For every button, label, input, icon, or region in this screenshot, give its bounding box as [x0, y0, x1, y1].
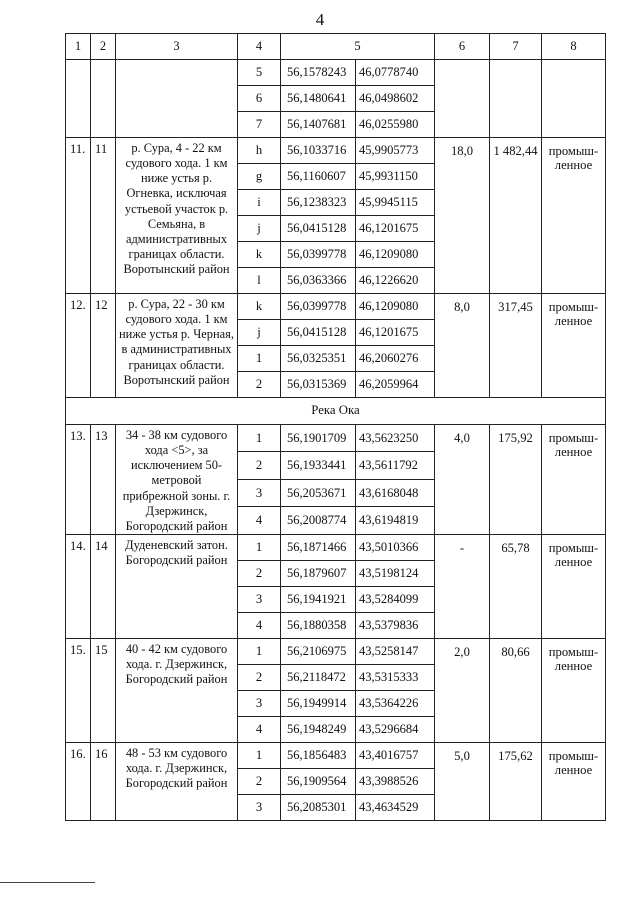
area-description: 40 - 42 км судового хода. г. Дзержинск, Богородский район: [116, 638, 238, 742]
latitude-cell: 56,2008774: [281, 507, 356, 534]
point-label: 4: [238, 716, 281, 742]
point-label: 1: [238, 346, 281, 372]
section-title: Река Ока: [66, 398, 606, 425]
row-number-cell: 11.: [66, 138, 91, 294]
row-index-cell: 15: [91, 638, 116, 742]
col6-cell: [435, 60, 490, 138]
point-label: k: [238, 242, 281, 268]
latitude-cell: 56,2085301: [281, 794, 356, 820]
section-row: [66, 398, 606, 425]
point-label: 3: [238, 690, 281, 716]
row-number-cell: [66, 60, 91, 138]
point-label: 3: [238, 586, 281, 612]
row-index-cell: 13: [91, 425, 116, 535]
latitude-cell: 56,1407681: [281, 112, 356, 138]
row-index-cell: 11: [91, 138, 116, 294]
row-number-cell: 12.: [66, 294, 91, 398]
point-label: j: [238, 216, 281, 242]
row-number-cell: 13.: [66, 425, 91, 535]
latitude-cell: 56,2106975: [281, 638, 356, 664]
latitude-cell: 56,1941921: [281, 586, 356, 612]
latitude-cell: 56,2053671: [281, 479, 356, 506]
latitude-cell: 56,1578243: [281, 60, 356, 86]
point-label: k: [238, 294, 281, 320]
row-number-cell: 15.: [66, 638, 91, 742]
header-row: [66, 34, 606, 60]
col6-cell: 4,0: [435, 425, 490, 535]
point-label: i: [238, 190, 281, 216]
longitude-cell: 43,5623250: [356, 425, 435, 452]
point-label: h: [238, 138, 281, 164]
area-cell: 65,78: [490, 534, 542, 638]
header-col-5: 5: [281, 34, 435, 60]
latitude-cell: 56,0415128: [281, 320, 356, 346]
page-number: 4: [315, 10, 325, 29]
longitude-cell: 46,1226620: [356, 268, 435, 294]
row-index-cell: 12: [91, 294, 116, 398]
latitude-cell: 56,1880358: [281, 612, 356, 638]
latitude-cell: 56,1160607: [281, 164, 356, 190]
type-cell: промыш-ленное: [542, 534, 606, 638]
point-label: 2: [238, 452, 281, 479]
area-cell: 1 482,44: [490, 138, 542, 294]
area-description: [116, 60, 238, 138]
latitude-cell: 56,1948249: [281, 716, 356, 742]
area-description: 34 - 38 км судового хода <5>, за исключением 50-метровой прибрежной зоны. г. Дзержинск, Богородский район: [116, 425, 238, 535]
longitude-cell: 43,5284099: [356, 586, 435, 612]
longitude-cell: 46,0255980: [356, 112, 435, 138]
point-label: 2: [238, 664, 281, 690]
latitude-cell: 56,1933441: [281, 452, 356, 479]
col6-cell: 8,0: [435, 294, 490, 398]
area-cell: [490, 60, 542, 138]
type-cell: промыш-ленное: [542, 294, 606, 398]
longitude-cell: 43,5379836: [356, 612, 435, 638]
latitude-cell: 56,1909564: [281, 768, 356, 794]
header-col-4: 4: [238, 34, 281, 60]
area-cell: 175,92: [490, 425, 542, 535]
longitude-cell: 43,6194819: [356, 507, 435, 534]
latitude-cell: 56,2118472: [281, 664, 356, 690]
latitude-cell: 56,1856483: [281, 742, 356, 768]
table-row: [66, 425, 606, 452]
latitude-cell: 56,1871466: [281, 534, 356, 560]
longitude-cell: 45,9931150: [356, 164, 435, 190]
longitude-cell: 43,5611792: [356, 452, 435, 479]
row-index-cell: 14: [91, 534, 116, 638]
table-row: [66, 534, 606, 560]
latitude-cell: 56,1033716: [281, 138, 356, 164]
area-description: р. Сура, 4 - 22 км судового хода. 1 км ниже устья р. Огневка, исключая устьевой участок р. Семьяна, в административных границах области. Воротынский район: [116, 138, 238, 294]
table-row: [66, 60, 606, 86]
latitude-cell: 56,0399778: [281, 294, 356, 320]
point-label: j: [238, 320, 281, 346]
type-cell: промыш-ленное: [542, 138, 606, 294]
longitude-cell: 46,0778740: [356, 60, 435, 86]
longitude-cell: 45,9945115: [356, 190, 435, 216]
point-label: 1: [238, 638, 281, 664]
latitude-cell: 56,1879607: [281, 560, 356, 586]
latitude-cell: 56,1901709: [281, 425, 356, 452]
col6-cell: 2,0: [435, 638, 490, 742]
point-label: 7: [238, 112, 281, 138]
longitude-cell: 46,1209080: [356, 294, 435, 320]
longitude-cell: 43,5198124: [356, 560, 435, 586]
longitude-cell: 46,1209080: [356, 242, 435, 268]
longitude-cell: 46,0498602: [356, 86, 435, 112]
longitude-cell: 43,4634529: [356, 794, 435, 820]
col6-cell: 5,0: [435, 742, 490, 820]
col6-cell: -: [435, 534, 490, 638]
longitude-cell: 46,2059964: [356, 372, 435, 398]
latitude-cell: 56,0415128: [281, 216, 356, 242]
table-row: [66, 638, 606, 664]
header-col-3: 3: [116, 34, 238, 60]
point-label: 1: [238, 742, 281, 768]
longitude-cell: 46,1201675: [356, 320, 435, 346]
col6-cell: 18,0: [435, 138, 490, 294]
table-row: [66, 294, 606, 320]
area-description: Дуденевский затон. Богородский район: [116, 534, 238, 638]
header-col-7: 7: [490, 34, 542, 60]
header-col-6: 6: [435, 34, 490, 60]
longitude-cell: 43,5315333: [356, 664, 435, 690]
type-cell: промыш-ленное: [542, 425, 606, 535]
longitude-cell: 43,5258147: [356, 638, 435, 664]
point-label: 6: [238, 86, 281, 112]
point-label: l: [238, 268, 281, 294]
type-cell: [542, 60, 606, 138]
latitude-cell: 56,0325351: [281, 346, 356, 372]
row-index-cell: 16: [91, 742, 116, 820]
point-label: g: [238, 164, 281, 190]
point-label: 1: [238, 534, 281, 560]
type-cell: промыш-ленное: [542, 742, 606, 820]
longitude-cell: 43,5296684: [356, 716, 435, 742]
footnote-separator: [0, 882, 95, 884]
point-label: 5: [238, 60, 281, 86]
point-label: 3: [238, 479, 281, 506]
latitude-cell: 56,0399778: [281, 242, 356, 268]
latitude-cell: 56,1238323: [281, 190, 356, 216]
longitude-cell: 43,6168048: [356, 479, 435, 506]
point-label: 4: [238, 507, 281, 534]
longitude-cell: 43,5364226: [356, 690, 435, 716]
point-label: 4: [238, 612, 281, 638]
latitude-cell: 56,0315369: [281, 372, 356, 398]
point-label: 2: [238, 560, 281, 586]
area-cell: 80,66: [490, 638, 542, 742]
longitude-cell: 43,5010366: [356, 534, 435, 560]
latitude-cell: 56,1949914: [281, 690, 356, 716]
area-cell: 317,45: [490, 294, 542, 398]
longitude-cell: 46,2060276: [356, 346, 435, 372]
header-col-1: 1: [66, 34, 91, 60]
row-number-cell: 16.: [66, 742, 91, 820]
longitude-cell: 46,1201675: [356, 216, 435, 242]
area-cell: 175,62: [490, 742, 542, 820]
row-index-cell: [91, 60, 116, 138]
point-label: 1: [238, 425, 281, 452]
row-number-cell: 14.: [66, 534, 91, 638]
point-label: 3: [238, 794, 281, 820]
latitude-cell: 56,1480641: [281, 86, 356, 112]
point-label: 2: [238, 372, 281, 398]
longitude-cell: 45,9905773: [356, 138, 435, 164]
header-col-2: 2: [91, 34, 116, 60]
area-description: р. Сура, 22 - 30 км судового хода. 1 км ниже устья р. Черная, в административных границах области. Воротынский район: [116, 294, 238, 398]
table-row: [66, 742, 606, 768]
area-description: 48 - 53 км судового хода. г. Дзержинск, Богородский район: [116, 742, 238, 820]
latitude-cell: 56,0363366: [281, 268, 356, 294]
longitude-cell: 43,4016757: [356, 742, 435, 768]
fishing-areas-table: [65, 33, 606, 821]
header-col-8: 8: [542, 34, 606, 60]
type-cell: промыш-ленное: [542, 638, 606, 742]
table-row: [66, 138, 606, 164]
point-label: 2: [238, 768, 281, 794]
longitude-cell: 43,3988526: [356, 768, 435, 794]
